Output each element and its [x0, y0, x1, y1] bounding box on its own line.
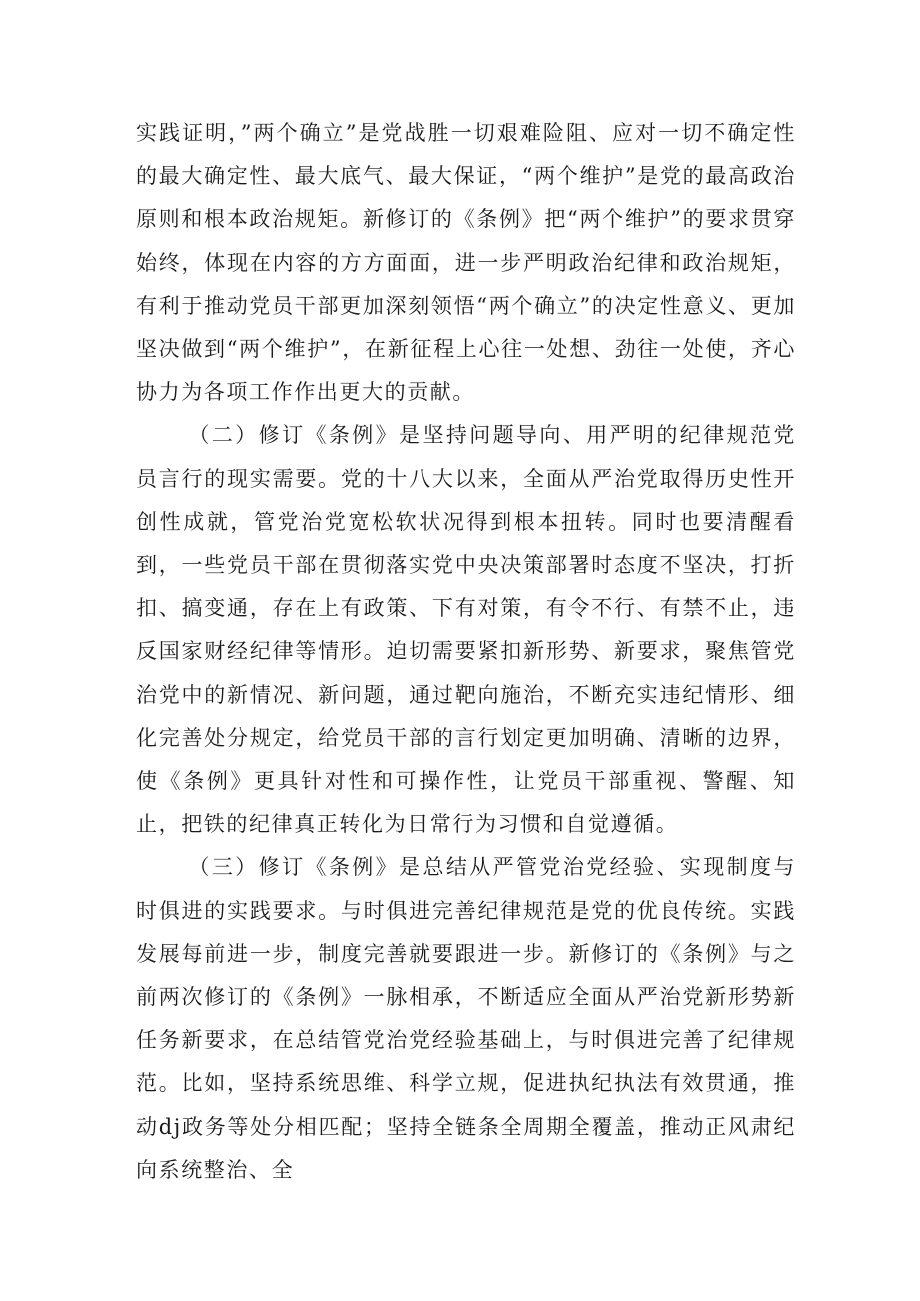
document-body — [136, 112, 796, 1192]
paragraph-section-three: （三）修订《条例》是总结从严管党治党经验、实现制度与时俱进的实践要求。与时俱进完善纪律规范是党的优良传统。实践发展每前进一步，制度完善就要跟进一步。新修订的《条例》与之前两次修订的《条例》一脉相承，不断适应全面从严治党新形势新任务新要求，在总结管党治党经验基础上，与时俱进完善了纪律规范。比如，坚持系统思维、科学立规，促进执纪执法有效贯通，推动dj政务等处分相匹配；坚持全链条全周期全覆盖，推动正风肃纪向系统整治、全 — [136, 855, 796, 1182]
paragraph-continued: 实践证明，”两个确立”是党战胜一切艰难险阻、应对一切不确定性的最大确定性、最大底气、最大保证，“两个维护”是党的最高政治原则和根本政治规矩。新修订的《条例》把“两个维护”的要求贯穿始终，体现在内容的方方面面，进一步严明政治纪律和政治规矩，有利于推动党员干部更加深刻领悟“两个确立”的决定性意义、更加坚决做到“两个维护”，在新征程上心往一处想、劲往一处使，齐心协力为各项工作作出更大的贡献。 — [136, 121, 796, 405]
paragraph-section-two: （二）修订《条例》是坚持问题导向、用严明的纪律规范党员言行的现实需要。党的十八大以来，全面从严治党取得历史性开创性成就，管党治党宽松软状况得到根本扭转。同时也要清醒看到，一些党员干部在贯彻落实党中央决策部署时态度不坚决，打折扣、搞变通，存在上有政策、下有对策，有令不行、有禁不止，违反国家财经纪律等情形。迫切需要紧扣新形势、新要求，聚焦管党治党中的新情况、新问题，通过靶向施治，不断充实违纪情形、细化完善处分规定，给党员干部的言行划定更加明确、清晰的边界，使《条例》更具针对性和可操作性，让党员干部重视、警醒、知止，把铁的纪律真正转化为日常行为习惯和自觉遵循。 — [136, 423, 796, 837]
